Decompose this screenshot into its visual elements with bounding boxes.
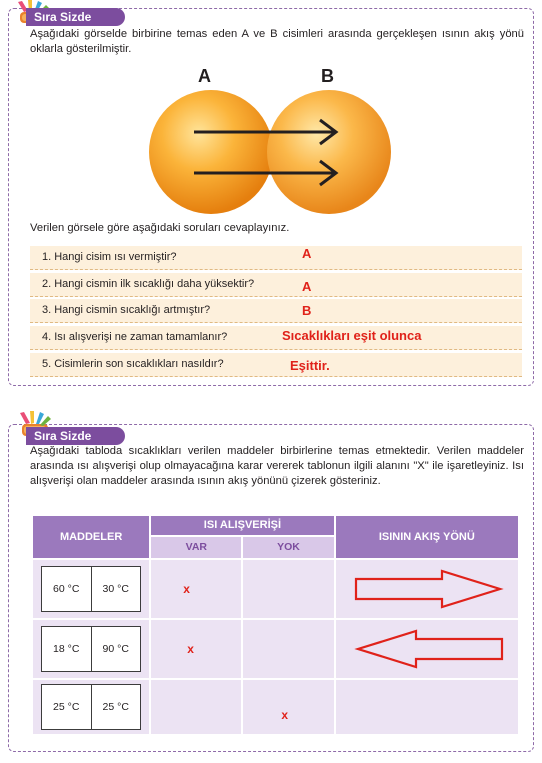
question-text: 1. Hangi cisim ısı vermiştir? — [42, 251, 177, 263]
heat-flow-figure — [140, 66, 400, 218]
question-row — [30, 326, 522, 350]
materials-cell — [32, 679, 150, 735]
question-row — [30, 246, 522, 270]
section-badge: Sıra Sizde — [26, 8, 125, 26]
temperature-pair — [41, 566, 141, 612]
flow-direction-cell — [335, 619, 519, 679]
temperature-left: 25 °C — [53, 701, 80, 713]
temperature-right: 90 °C — [91, 627, 141, 671]
header-maddeler: MADDELER — [32, 515, 150, 559]
intro-text: Aşağıdaki tabloda sıcaklıkları verilen maddeler birbirlerine temas etmektedir. Verilen maddeler arasında ısı alışverişi olup olmayacağına karar vererek tablonun ilgili alanını "X" ile işaretleyiniz. Isı alışverişi olan maddeler arasında ısının akış yönünü çizerek gösteriniz. — [30, 445, 524, 487]
question-row — [30, 273, 522, 297]
header-isi-alisverisi: ISI ALIŞVERİŞİ — [150, 515, 334, 536]
header-akis-yonu: ISININ AKIŞ YÖNÜ — [335, 515, 519, 559]
table-row — [32, 559, 519, 619]
temperature-pair — [41, 626, 141, 672]
intro-text: Aşağıdaki görselde birbirine temas eden A ve B cisimleri arasında gerçekleşen ısının akış yönü oklarla gösterilmiştir. — [30, 28, 524, 55]
arrow-left-icon — [354, 629, 504, 669]
yok-cell — [242, 679, 334, 735]
answer-text: Sıcaklıkları eşit olunca — [282, 328, 422, 343]
table-row — [32, 679, 519, 735]
label-b: B — [321, 66, 334, 86]
answer-text: Eşittir. — [290, 358, 330, 373]
question-row — [30, 353, 522, 377]
flow-direction-cell — [335, 679, 519, 735]
temperature-right: 25 °C — [91, 685, 141, 729]
yok-cell — [242, 559, 334, 619]
temperature-right: 30 °C — [91, 567, 141, 611]
table-row — [32, 619, 519, 679]
heat-exchange-table — [31, 514, 520, 736]
sphere-b — [267, 90, 391, 214]
spheres-illustration — [140, 66, 400, 218]
temperature-pair — [41, 684, 141, 730]
answer-text: A — [302, 279, 312, 294]
question-text: 3. Hangi cismin sıcaklığı artmıştır? — [42, 304, 211, 316]
var-cell — [150, 559, 242, 619]
answer-text: B — [302, 303, 312, 318]
sphere-a — [149, 90, 273, 214]
temperature-left: 60 °C — [53, 583, 80, 595]
header-var: VAR — [150, 536, 242, 559]
answer-text: A — [302, 246, 312, 261]
instruction-text: Verilen görsele göre aşağıdaki soruları cevaplayınız. — [30, 222, 290, 234]
yok-cell — [242, 619, 334, 679]
x-mark: x — [281, 708, 289, 722]
x-mark: x — [187, 642, 194, 656]
section-badge: Sıra Sizde — [26, 427, 125, 445]
question-text: 4. Isı alışverişi ne zaman tamamlanır? — [42, 331, 228, 343]
flow-direction-cell — [335, 559, 519, 619]
question-row — [30, 299, 522, 323]
header-yok: YOK — [242, 536, 334, 559]
var-cell — [150, 679, 242, 735]
var-cell — [150, 619, 242, 679]
x-mark: x — [183, 582, 190, 596]
question-text: 2. Hangi cismin ilk sıcaklığı daha yüksektir? — [42, 278, 255, 290]
temperature-left: 18 °C — [53, 643, 80, 655]
arrow-right-icon — [354, 569, 504, 609]
label-a: A — [198, 66, 211, 86]
question-text: 5. Cisimlerin son sıcaklıkları nasıldır? — [42, 358, 224, 370]
materials-cell — [32, 559, 150, 619]
materials-cell — [32, 619, 150, 679]
